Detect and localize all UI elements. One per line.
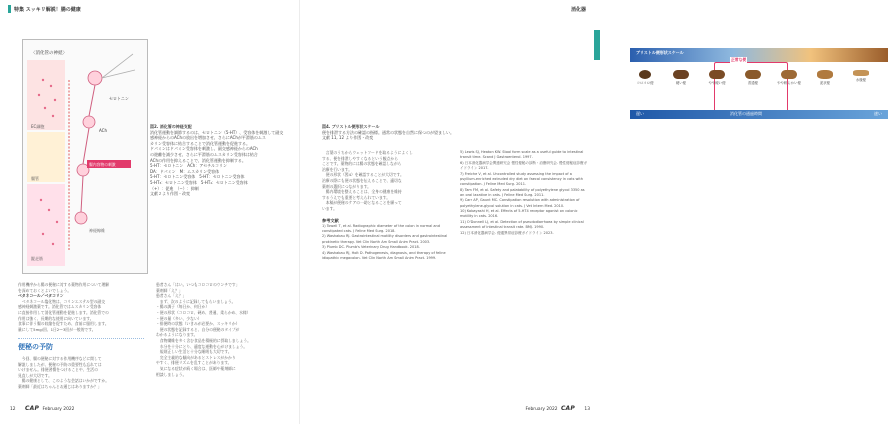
text-line: いけません。排便習慣をつけることや、生活の: [18, 367, 98, 373]
reference-item: 6) 日本消化器病学会関連研究会 慢性便秘の診断・治療研究会. 慢性便秘症診療ガイドライン 2017.: [460, 160, 588, 170]
text-line: 食物繊維を多く含む食品を積極的に摂取しましょう。: [156, 337, 251, 343]
text-line: います。: [322, 205, 337, 211]
stool-type-6: [810, 70, 840, 85]
cap-line: 5-HT：セロトニン ACh：アセチルコリン: [150, 163, 228, 169]
text-line: 腸内環境を整えることは、全身の健康を維持: [322, 189, 402, 195]
section-divider: [18, 338, 144, 339]
text-line: 治療の際にも便の状態を伝えることで、適切な: [322, 177, 402, 183]
figure-4-source: 文献 11, 12 より作図・改変: [322, 135, 374, 141]
brand-logo: CAP: [25, 405, 40, 412]
scale-gradient-bar: [630, 48, 888, 62]
text-line: 便の状態を記録すると、自分の便秘のタイプが: [156, 326, 240, 332]
band-fast: 速い: [874, 111, 882, 116]
reference-item: 9) Carr AP, Gaunt MC. Constipation resolution with administration of polyethylene-glycol solution in cats. J Vet Intern Med. 2010.: [460, 198, 580, 208]
figure-4-bristol-scale: [622, 43, 888, 121]
label-ach: ACh: [99, 128, 107, 133]
stool-type-7-name: 水様便: [855, 78, 867, 82]
text-line: するうえでも重要と考えられています。: [322, 194, 391, 200]
text-line: ことです。薬物的には腸の状態を確認しながら: [322, 161, 402, 167]
text-line: 作用機序から腸の便秘に対する薬物作用について理解: [18, 282, 110, 287]
stool-type-2-icon: [673, 70, 689, 79]
cap-line: 消化管運動を調節するのは、セロトニン（5-HT）、受容体を刺激して副交: [150, 129, 284, 135]
text-line: を深めておくとよいでしょう。: [18, 287, 72, 293]
cap-line: DA：ドパミン M：ムスカリン受容体: [150, 168, 220, 174]
left-page: [0, 0, 300, 424]
text-line: ・便の量（多い、少ない）: [156, 315, 202, 321]
text-line: 薬剤師「最近はちゃんとお通じはありますか？」: [18, 383, 102, 389]
text-line: に直接作用して消化管運動を促進します。消化管での: [18, 309, 109, 315]
stool-type-6-name: 泥状便: [819, 81, 831, 85]
stool-type-5-name: やや軟らかい便: [777, 81, 801, 85]
stool-type-1: [630, 70, 660, 85]
text-line: 本稿が便秘のケアの一助となることを願って: [322, 200, 402, 206]
right-edge-tab: [594, 30, 600, 60]
stool-type-3-name: やや硬い便: [708, 81, 726, 85]
section-title-prevention: 便秘の予防: [18, 343, 53, 351]
right-column-1: [322, 150, 452, 212]
text-line: ・腸の調子（毎日か、何日か）: [156, 304, 210, 310]
text-line: まず、次のように記録してもらいましょう。: [156, 298, 236, 304]
cap-line: AChの作用を抑えることで、消化管運動を抑制する。: [150, 157, 246, 163]
stool-type-4-icon: [745, 70, 761, 79]
text-line: ベタネコール塩化物は、コリンエステル型の副交: [18, 298, 105, 304]
scale-title: ブリストル便形状スケール: [636, 50, 684, 55]
band-center: 消化管の通過時間: [730, 111, 762, 116]
right-page: [300, 0, 882, 424]
stool-type-7-icon: [853, 70, 869, 76]
neuron-2: [83, 116, 95, 128]
text-line: 見直しが大切です。: [18, 372, 52, 378]
text-line: ・便の形状（コロコロ、硬め、普通、柔らかめ、水様）: [156, 309, 251, 315]
reference-item: 5) Lewis SJ, Heaton KW. Stool form scale as a useful guide to intestinal transit time. Scand J Gastroenterol. 1997.: [460, 150, 584, 160]
text-line: 感神経刺激薬です。消化管ではムスカリン受容体: [18, 304, 102, 310]
text-line: わかるようになります。: [156, 332, 198, 338]
layer-muscle: [27, 184, 65, 266]
transit-time-band: [630, 110, 888, 119]
figure-4-caption-line: 便を排泄する方法の確認の指標。通常の状態を自然に保つのが望ましい。: [322, 129, 454, 135]
layer-submucosa: [27, 132, 65, 182]
text-line: 薬剤師「え？」: [156, 287, 183, 293]
figure-2-caption-title: 図2. 消化管の神経支配: [150, 124, 192, 129]
figure-2-nerve-diagram: [22, 39, 148, 274]
band-slow: 遅い: [636, 111, 644, 116]
right-page-number: 13: [584, 407, 590, 412]
label-release: 腸内容物の刺激: [89, 162, 116, 167]
cap-line: 感神経からのAChの放出を増加させ、さらにAChが平滑筋のムス: [150, 135, 266, 141]
stool-type-6-icon: [817, 70, 833, 79]
cap-line: （+）：促進 （−）：抑制: [150, 185, 199, 191]
references-title: 参考文献: [322, 218, 339, 223]
reference-item: 3) Plumb DC. Plumb's Veterinary Drug Handbook. 2018.: [322, 245, 420, 250]
stool-type-4: [738, 70, 768, 85]
text-line: 完全主義的な傾向があるとストレスがかかり: [156, 354, 236, 360]
stool-type-3: [702, 70, 732, 85]
reference-item: 12) 日本消化器病学会. 便通異常症診療ガイドライン 2023.: [460, 230, 554, 235]
text-line: ベタネコール／ベタコリン: [18, 293, 64, 299]
left-column-1: [18, 282, 146, 332]
stool-type-3-icon: [709, 70, 725, 79]
label-serotonin: セロトニン: [109, 96, 129, 101]
right-footer-date: February 2022: [525, 407, 558, 412]
stool-type-1-icon: [639, 70, 651, 79]
reference-item: 8) Tam FM, et al. Safety and palatability of polyethylene glycol 3350 as an oral laxative in cats. J Feline Med Surg. 2011.: [460, 187, 585, 197]
text-line: 作用は強く、長期的な使用に向いています。: [18, 315, 94, 321]
text-line: 患者さん「はい。いつもコロコロのウンチです」: [156, 282, 240, 287]
figure-2-source: 文献２より作図・改変: [150, 191, 190, 197]
reference-item: 10) Kobayashi H, et al. Effects of 5-HT4 receptor agonist on colonic motility in cats. 2016.: [460, 209, 578, 219]
label-ec-cell: EC細胞: [31, 124, 45, 129]
figure-2-caption: [150, 124, 292, 197]
text-line: 便の形状（図4）を確認することが大切です。: [322, 172, 404, 178]
references-col-1: [322, 218, 452, 262]
label-gut: 腸管: [31, 176, 39, 181]
text-line: 薬剤の選択につながります。: [322, 183, 371, 189]
text-line: 言葉のうちからウェットフードを取るようによくし: [322, 150, 413, 155]
text-line: 今回、腸の便秘に対する作用機序などに関して: [18, 356, 102, 361]
cap-line: の遊離を減少させ、さらに平滑筋のムスカリン受容体は結合: [150, 151, 258, 157]
text-line: 気になる症状が続く場合は、医師や薬剤師に: [156, 365, 236, 371]
stool-type-5: [774, 70, 804, 85]
text-line: ・排便時の状態（いきみが必要か、スッキリか）: [156, 321, 240, 327]
stool-type-7: [846, 70, 876, 82]
figure-2-inner-title: 〈消化管の神経〉: [31, 51, 67, 56]
stool-type-2-name: 硬い便: [675, 81, 687, 85]
text-line: 解説しましたが、便秘の予防の重要性も忘れては: [18, 361, 102, 367]
neuron-1: [88, 71, 102, 85]
text-line: 規則正しい生活と十分な睡眠も大切です。: [156, 349, 232, 355]
text-line: 相談しましょう。: [156, 371, 187, 377]
reference-item: 4) Washabau RJ, Holt D. Pathogenesis, diagnosis, and therapy of feline idiopathic megacolon. Vet Clin North Am Small Anim Pract. 1999.: [322, 250, 446, 260]
reference-item: 7) Freiche V, et al. Uncontrolled study assessing the impact of a psyllium-enriched extruded dry diet on faecal consistency in cats with constipation. J Feline Med Surg. 2011.: [460, 171, 583, 186]
figure-4-caption: [322, 124, 588, 141]
reference-item: 2) Washabau RJ. Gastrointestinal motility disorders and gastrointestinal prokinetic therapy. Vet Clin North Am Small Anim Pract. 2003.: [322, 234, 448, 244]
cap-line: 5-HT：セロトニン受容体 5-HT：セロトニン受容体: [150, 174, 245, 180]
neuron-4: [75, 212, 87, 224]
label-muscle: 縦走筋: [31, 256, 43, 261]
left-footer-date: February 2022: [42, 407, 75, 412]
figure-4-caption-title: 図4. ブリストル便形状スケール: [322, 124, 380, 129]
left-footer: [10, 405, 74, 412]
reference-item: 1) Towell T, et al. Radiographic diameter of the colon in normal and constipated cats. J Feline Med Surg. 2018.: [322, 223, 440, 233]
left-page-number: 12: [10, 407, 16, 412]
stool-type-1-name: コロコロ便: [636, 81, 654, 85]
references-col-2: [460, 150, 588, 236]
label-fiber: 神経線維: [89, 228, 105, 233]
left-header: 特集 スッキリ解説！腸の健康: [14, 7, 81, 13]
left-column-2: [156, 282, 292, 377]
right-footer: [526, 405, 590, 412]
text-line: 食事に伴う腸の収縮を促すため、食前に服用します。: [18, 321, 109, 327]
left-column-1b: [18, 356, 146, 390]
cap-line: ドパミンはドパミン受容体を刺激し、副交感神経からのACh: [150, 146, 258, 152]
cap-line: カリン受容体に結合することで消化管運動を促進する。: [150, 140, 250, 146]
header-accent-bar: [8, 5, 11, 13]
text-line: 量にして5mg/回、1日2〜3回が一般的です。: [18, 326, 96, 332]
normal-range-label: 正常な便: [731, 57, 747, 62]
stool-type-2: [666, 70, 696, 85]
text-line: やすく、排便リズムを乱すことがあります。: [156, 360, 232, 366]
nerve-diagram-svg: [23, 40, 147, 273]
text-line: する、便を排泄しやすくなるという観点から: [322, 155, 398, 161]
stool-type-5-icon: [781, 70, 797, 79]
text-line: 患者さん「え？」: [156, 293, 187, 299]
right-header: 消化器: [570, 7, 586, 13]
text-line: 水分を十分にとり、適度な運動を心がけましょう。: [156, 343, 248, 349]
stool-type-4-name: 普通便: [747, 81, 759, 85]
cap-line: 5-HT₃：セロトニン受容体 5-HT₄：セロトニン受容体: [150, 179, 248, 185]
layer-mucosa: [27, 60, 65, 130]
text-line: 腸の健康として、このような会話はいかがですか。: [18, 378, 110, 384]
text-line: 治療を行います。: [322, 166, 353, 172]
reference-item: 11) O'Donnell LJ, et al. Detection of pseudodiarrhoea by simple clinical assessment of intestinal transit rate. BMJ. 1990.: [460, 219, 584, 230]
brand-logo-right: CAP: [560, 405, 575, 412]
